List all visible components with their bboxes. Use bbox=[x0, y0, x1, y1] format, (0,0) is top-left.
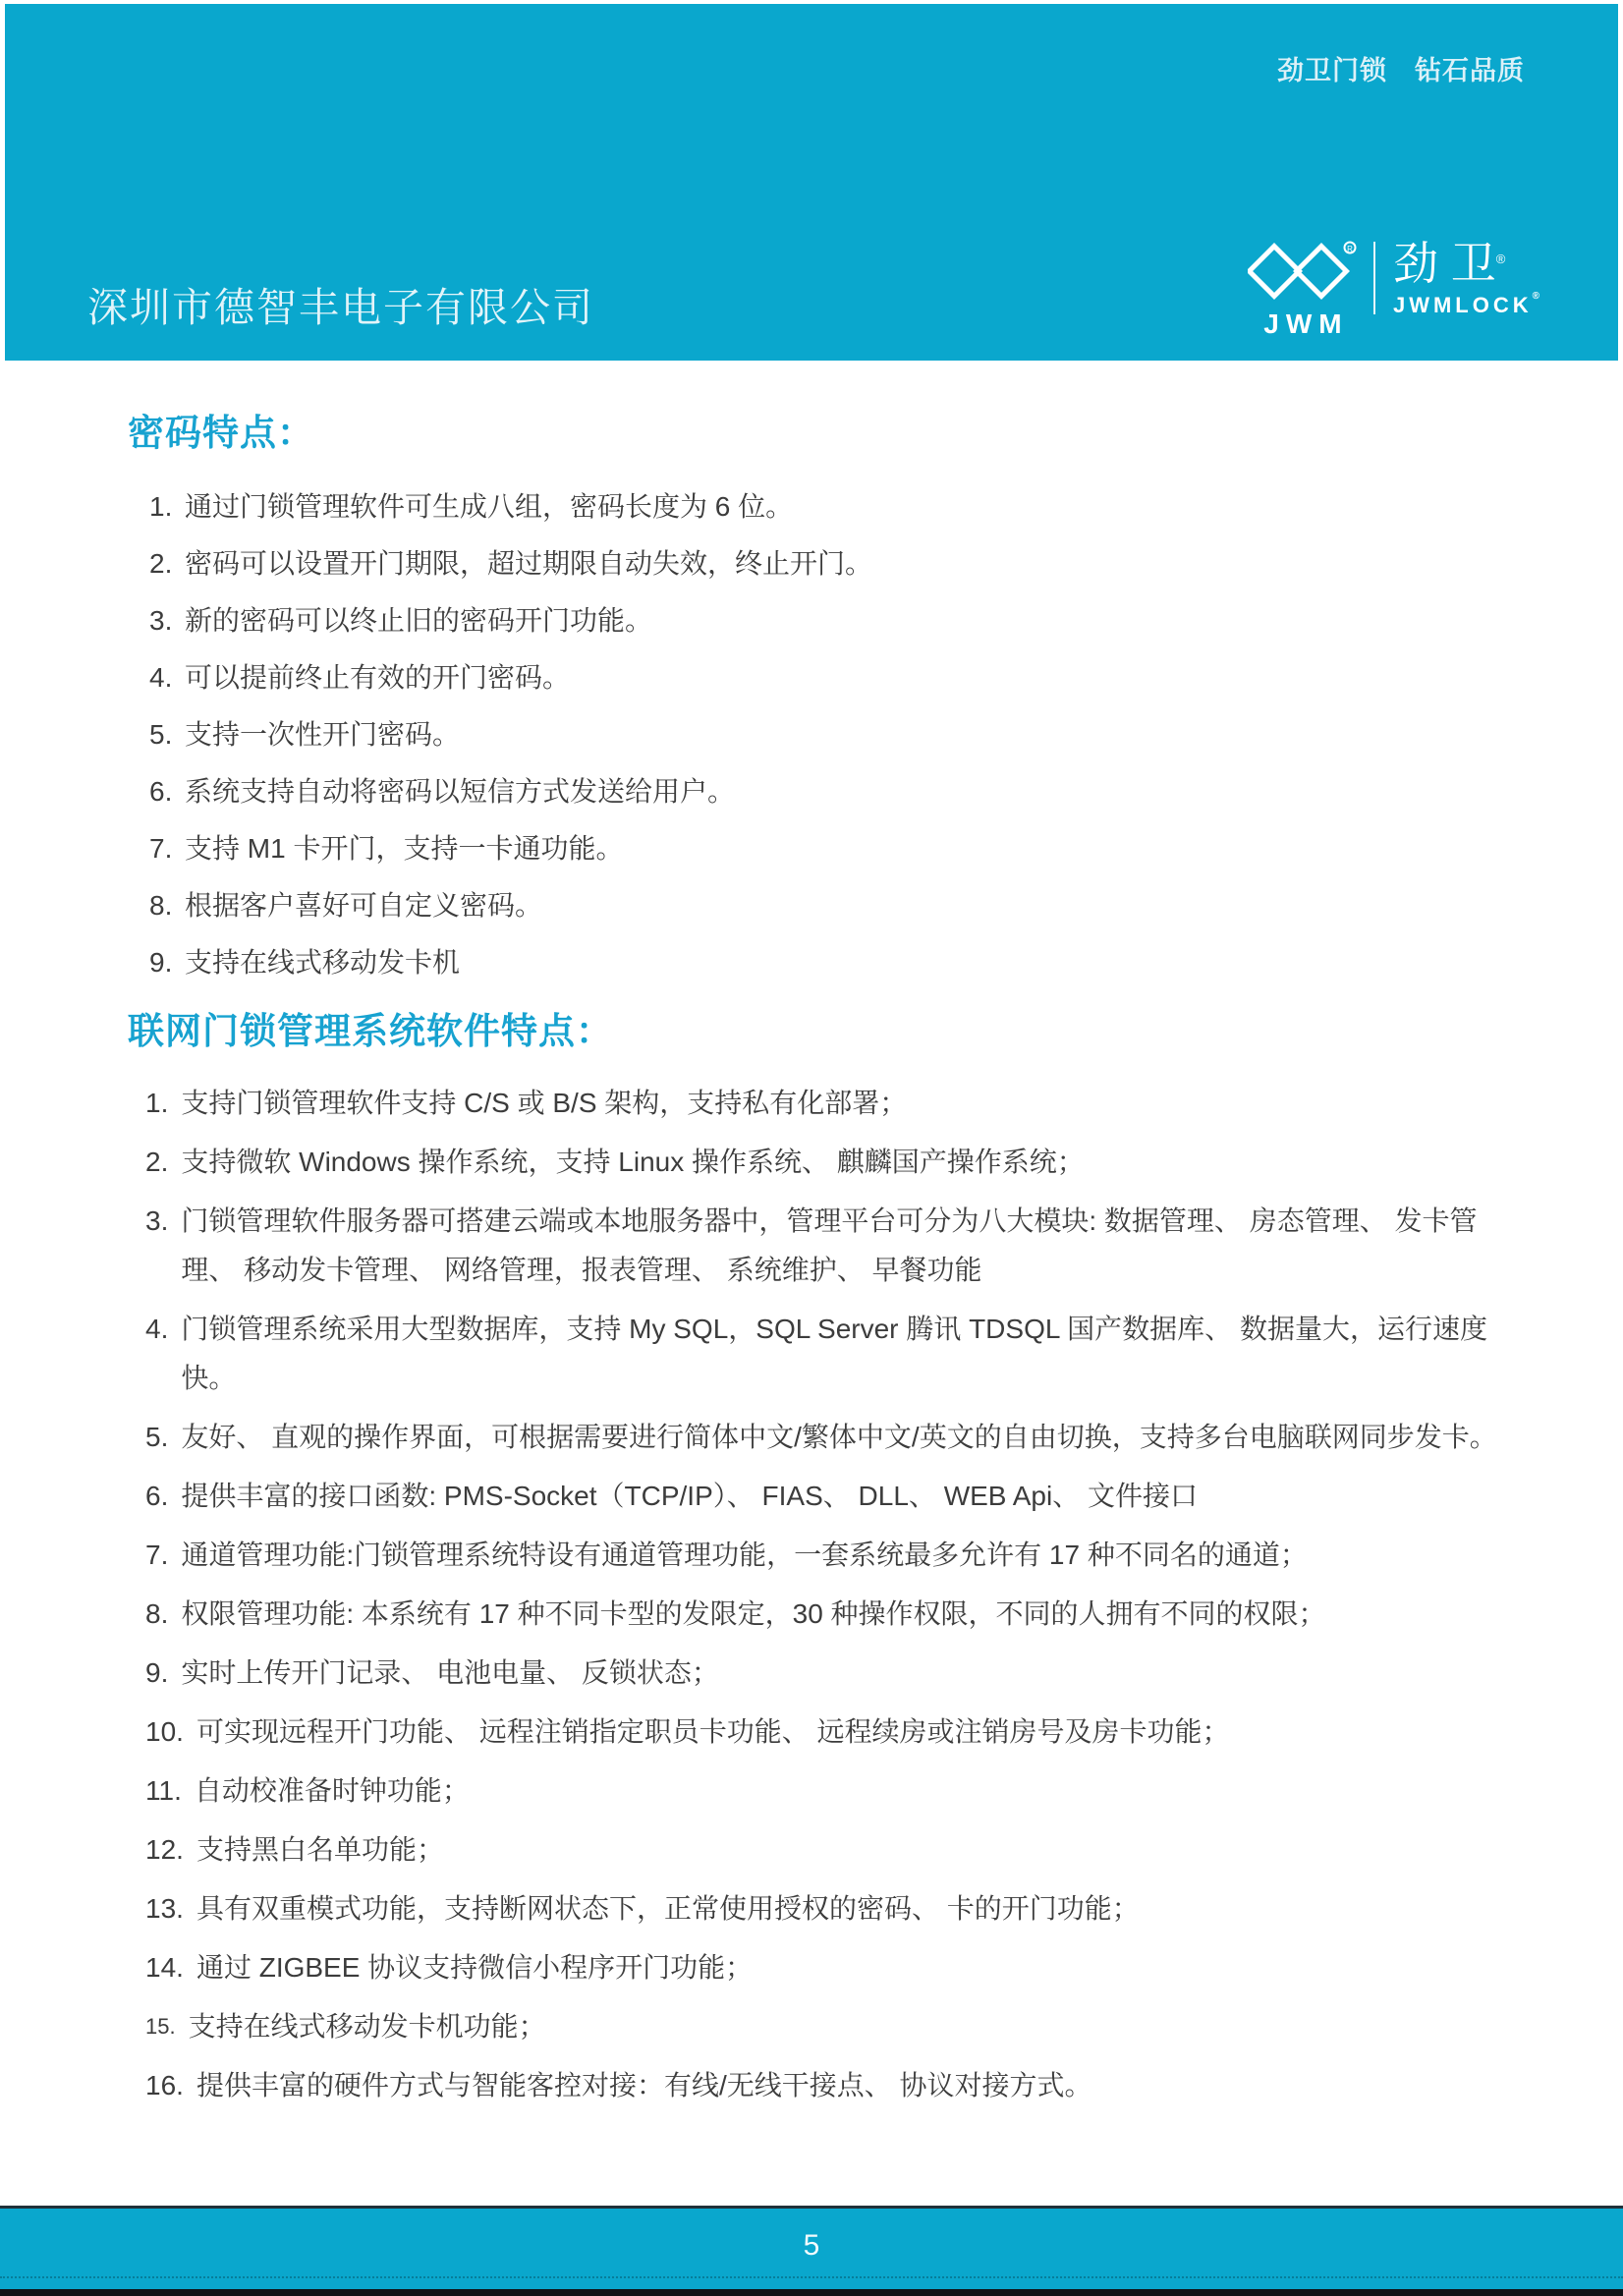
list-item-number: 5. bbox=[149, 719, 173, 750]
list-item-number: 7. bbox=[145, 1540, 169, 1570]
list-item bbox=[145, 1884, 1515, 1933]
list-item bbox=[145, 1531, 1515, 1580]
logo-en-text: JWMLOCK® bbox=[1392, 291, 1543, 317]
list-item-text: 通过门锁管理软件可生成八组，密码长度为 6 位。 bbox=[185, 491, 794, 522]
list-item bbox=[149, 766, 1515, 817]
list-item-text: 支持在线式移动发卡机功能； bbox=[188, 2011, 546, 2042]
list-item-text: 门锁管理软件服务器可搭建云端或本地服务器中，管理平台可分为八大模块: 数据管理、 房态管理、 发卡管理、 移动发卡管理、 网络管理，报表管理、 系统维护、 早餐功能 bbox=[181, 1205, 1478, 1285]
list-item-number: 11. bbox=[145, 1775, 182, 1806]
list-item-number: 13. bbox=[145, 1893, 184, 1924]
list-item bbox=[145, 1079, 1515, 1128]
list-item bbox=[145, 1943, 1515, 1992]
list-item-text: 根据客户喜好可自定义密码。 bbox=[185, 890, 543, 921]
brand-tagline: 劲卫门锁 钻石品质 bbox=[1277, 56, 1525, 85]
password-features-list bbox=[128, 481, 1515, 988]
list-item-number: 6. bbox=[149, 776, 173, 807]
list-item-number: 1. bbox=[145, 1088, 169, 1118]
list-item-number: 6. bbox=[145, 1481, 169, 1511]
section-heading-password-features: 密码特点： bbox=[128, 413, 314, 453]
svg-text:R: R bbox=[1347, 245, 1353, 253]
list-item bbox=[145, 2061, 1515, 2110]
list-item-number: 9. bbox=[145, 1657, 169, 1688]
document-body bbox=[0, 361, 1623, 2120]
list-item-number: 2. bbox=[145, 1147, 169, 1177]
list-item bbox=[145, 1649, 1515, 1698]
list-item bbox=[145, 1413, 1515, 1462]
list-item-text: 提供丰富的接口函数: PMS-Socket（TCP/IP）、 FIAS、 DLL、 WEB Api、 文件接口 bbox=[181, 1481, 1198, 1511]
list-item-text: 自动校准备时钟功能； bbox=[194, 1775, 470, 1806]
company-logo bbox=[1248, 240, 1543, 340]
list-item bbox=[145, 1197, 1515, 1295]
list-item-text: 通过 ZIGBEE 协议支持微信小程序开门功能； bbox=[196, 1952, 754, 1983]
list-item-number: 3. bbox=[149, 605, 173, 636]
list-item-number: 16. bbox=[145, 2070, 184, 2100]
list-item-number: 12. bbox=[145, 1834, 184, 1865]
list-item bbox=[149, 481, 1515, 532]
list-item-text: 支持 M1 卡开门，支持一卡通功能。 bbox=[185, 833, 624, 864]
list-item-number: 15. bbox=[145, 2014, 176, 2039]
list-item-text: 支持门锁管理软件支持 C/S 或 B/S 架构，支持私有化部署； bbox=[181, 1088, 908, 1118]
list-item bbox=[145, 2002, 1515, 2051]
list-item-number: 8. bbox=[149, 890, 173, 921]
list-item-number: 4. bbox=[149, 662, 173, 693]
list-item-text: 通道管理功能:门锁管理系统特设有通道管理功能，一套系统最多允许有 17 种不同名的通道； bbox=[181, 1540, 1308, 1570]
logo-divider bbox=[1373, 242, 1375, 314]
list-item-number: 10. bbox=[145, 1716, 184, 1747]
list-item-number: 5. bbox=[145, 1422, 169, 1452]
list-item-text: 支持微软 Windows 操作系统，支持 Linux 操作系统、 麒麟国产操作系统； bbox=[181, 1147, 1085, 1177]
list-item-number: 14. bbox=[145, 1952, 184, 1983]
list-item-text: 支持在线式移动发卡机 bbox=[185, 947, 461, 978]
list-item-text: 实时上传开门记录、 电池电量、 反锁状态； bbox=[181, 1657, 719, 1688]
list-item-number: 8. bbox=[145, 1598, 169, 1629]
list-item bbox=[149, 595, 1515, 646]
logo-right-block bbox=[1393, 240, 1543, 318]
list-item bbox=[149, 709, 1515, 760]
company-name: 深圳市德智丰电子有限公司 bbox=[87, 285, 594, 330]
list-item-text: 权限管理功能: 本系统有 17 种不同卡型的发限定，30 种操作权限，不同的人拥有不同的权限； bbox=[181, 1598, 1326, 1629]
list-item-text: 门锁管理系统采用大型数据库，支持 My SQL，SQL Server 腾讯 TDSQL 国产数据库、 数据量大，运行速度快。 bbox=[181, 1314, 1487, 1393]
list-item-number: 4. bbox=[145, 1314, 169, 1344]
logo-abbr-text: JWM bbox=[1263, 308, 1349, 339]
list-item-number: 2. bbox=[149, 548, 173, 579]
list-item bbox=[145, 1825, 1515, 1875]
list-item-text: 支持一次性开门密码。 bbox=[185, 719, 461, 750]
footer-dotted-line bbox=[0, 2276, 1623, 2278]
list-item-text: 密码可以设置开门期限，超过期限自动失效，终止开门。 bbox=[185, 548, 873, 579]
list-item bbox=[145, 1708, 1515, 1757]
list-item-text: 可以提前终止有效的开门密码。 bbox=[185, 662, 571, 693]
list-item-text: 具有双重模式功能，支持断网状态下，正常使用授权的密码、 卡的开门功能； bbox=[196, 1893, 1140, 1924]
page-number: 5 bbox=[803, 2229, 820, 2262]
list-item bbox=[145, 1305, 1515, 1403]
list-item-text: 友好、 直观的操作界面，可根据需要进行简体中文/繁体中文/英文的自由切换，支持多台电脑联网同步发卡。 bbox=[181, 1422, 1497, 1452]
list-item-number: 3. bbox=[145, 1205, 169, 1236]
software-features-list bbox=[128, 1079, 1515, 2110]
section-heading-software-features: 联网门锁管理系统软件特点： bbox=[128, 1011, 613, 1051]
registered-mark-icon: ® bbox=[1532, 291, 1543, 302]
list-item bbox=[145, 1138, 1515, 1187]
list-item bbox=[149, 880, 1515, 931]
list-item-text: 支持黑白名单功能； bbox=[196, 1834, 444, 1865]
footer-bar bbox=[0, 2206, 1623, 2296]
list-item-number: 9. bbox=[149, 947, 173, 978]
logo-left-block bbox=[1248, 240, 1358, 340]
list-item-number: 7. bbox=[149, 833, 173, 864]
list-item bbox=[149, 538, 1515, 589]
list-item-text: 系统支持自动将密码以短信方式发送给用户。 bbox=[185, 776, 736, 807]
list-item bbox=[145, 1590, 1515, 1639]
list-item-number: 1. bbox=[149, 491, 173, 522]
registered-mark-icon: ® bbox=[1495, 252, 1506, 266]
list-item bbox=[145, 1766, 1515, 1816]
jwm-diamonds-icon bbox=[1248, 240, 1358, 308]
list-item-text: 可实现远程开门功能、 远程注销指定职员卡功能、 远程续房或注销房号及房卡功能； bbox=[196, 1716, 1230, 1747]
list-item-text: 新的密码可以终止旧的密码开门功能。 bbox=[185, 605, 653, 636]
list-item bbox=[145, 1472, 1515, 1521]
logo-cn-text: 劲 卫® bbox=[1392, 238, 1506, 289]
list-item bbox=[149, 823, 1515, 874]
list-item-text: 提供丰富的硬件方式与智能客控对接：有线/无线干接点、 协议对接方式。 bbox=[196, 2070, 1092, 2100]
list-item bbox=[149, 937, 1515, 988]
header-banner bbox=[5, 4, 1618, 361]
list-item bbox=[149, 652, 1515, 703]
